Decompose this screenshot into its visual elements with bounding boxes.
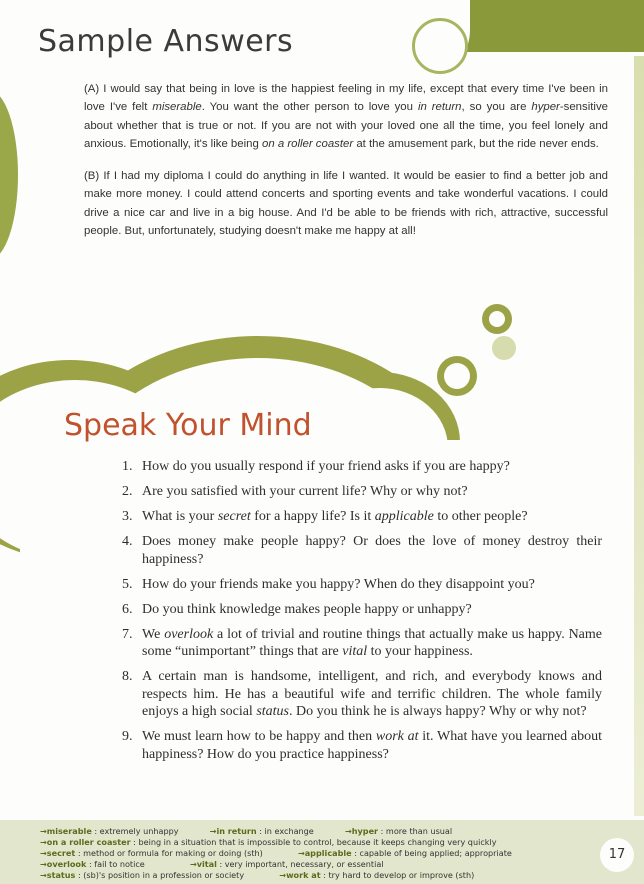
glossary-row	[40, 837, 497, 847]
glossary-term: →applicable	[297, 848, 352, 858]
glossary-term: →vital	[189, 859, 217, 869]
question-text-part: to your happiness.	[367, 644, 473, 659]
answer-a-term-miserable: miserable	[152, 101, 202, 114]
glossary-row	[40, 848, 512, 858]
answer-a-term-hyper: hyper	[531, 101, 560, 114]
question-text: How do your friends make you happy? When do they disappoint you?	[142, 576, 535, 592]
speak-your-mind-title: Speak Your Mind	[64, 408, 312, 443]
answer-b-text: If I had my diploma I could do anything in life I wanted. It would be easier to find a better job and make more money. I could attend concerts and sporting events and take wonderful vacations. I could drive a nice car and live in a big house. And I'd be able to be friends with rich, attractive, successful people. But, unfortunately, studying doesn't make me happy at all!	[84, 170, 608, 238]
bubble-decoration	[489, 311, 505, 327]
question-item	[122, 576, 602, 594]
answer-b	[84, 167, 608, 240]
question-number: 6.	[122, 601, 133, 617]
glossary-definition: : fail to notice	[86, 859, 145, 869]
glossary-term: →miserable	[40, 826, 92, 836]
page-number: 17	[600, 838, 634, 872]
answer-a-term-roller-coaster: on a roller coaster	[261, 137, 354, 150]
glossary-term: →on a roller coaster	[40, 837, 131, 847]
question-text: Do you think knowledge makes people happy or unhappy?	[142, 601, 472, 617]
question-item	[122, 533, 602, 568]
question-number: 2.	[122, 484, 133, 499]
question-text-part: We	[142, 626, 165, 642]
question-term: status	[256, 704, 289, 719]
bubble-decoration	[492, 336, 516, 360]
left-swoosh-decoration	[0, 90, 18, 260]
question-text-part: . Do you think he is always happy? Why or why not?	[289, 704, 587, 719]
question-text: How do you usually respond if your friend asks if you are happy?	[142, 459, 510, 474]
question-text-part: it. What have you learned about happiness? How do you practice happiness?	[142, 729, 602, 762]
glossary-row	[40, 859, 384, 869]
glossary-term: →overlook	[40, 859, 87, 869]
glossary-definition: : very important, necessary, or essential	[216, 859, 384, 869]
glossary-definition: : try hard to develop or improve (sth)	[320, 870, 475, 880]
glossary-definition: : (sb)'s position in a profession or society	[75, 870, 245, 880]
question-item	[122, 668, 602, 721]
glossary-definition: : extremely unhappy	[91, 826, 179, 836]
question-term: applicable	[374, 509, 434, 524]
question-text-part: What is your	[142, 509, 218, 524]
question-item	[122, 601, 602, 619]
question-text-part: A certain man is handsome, intelligent, and rich, and everybody knows and respects him. He has a beautiful wife and terrific children. The whole family enjoys a high social	[142, 669, 602, 719]
question-item	[122, 728, 602, 763]
question-number: 8.	[122, 669, 133, 684]
question-term: secret	[217, 509, 251, 524]
answer-a-text-5: at the amusement park, but the ride never ends.	[353, 137, 599, 150]
right-edge-decoration	[634, 56, 644, 816]
bubble-decoration	[444, 363, 470, 389]
question-term: work at	[375, 729, 419, 744]
answer-a-text-4: -sensitive about whether that is true or not. If you are not with your loved one all the time, you feel lonely and anxious. Emotionally, it's like being	[84, 101, 608, 150]
glossary-term: →hyper	[344, 826, 379, 836]
answer-a-label: (A)	[84, 83, 100, 95]
question-item	[122, 483, 602, 501]
question-number: 3.	[122, 509, 133, 524]
question-number: 9.	[122, 729, 133, 744]
question-item	[122, 458, 602, 476]
question-text-part: for a happy life? Is it	[250, 509, 375, 524]
answer-a-text-2: . You want the other person to love you	[201, 101, 418, 114]
glossary-term: →in return	[209, 826, 257, 836]
question-text: Are you satisfied with your current life? Why or why not?	[142, 484, 468, 499]
glossary-term: →work at	[279, 870, 321, 880]
question-item	[122, 508, 602, 526]
glossary-term: →status	[40, 870, 76, 880]
glossary-footer	[0, 820, 644, 884]
question-number: 4.	[122, 534, 133, 549]
question-text-part: a lot of trivial and routine things that actually make us happy. Name some “unimportant” things that are	[142, 626, 602, 659]
question-number: 5.	[122, 576, 133, 592]
question-term: vital	[342, 644, 368, 659]
glossary-definition: : more than usual	[378, 826, 453, 836]
sample-answers-section	[84, 80, 608, 254]
answer-a-text-1: I would say that being in love is the happiest feeling in my life, except that every time I've been in love I've felt	[84, 83, 608, 114]
question-number: 7.	[122, 626, 133, 642]
question-text: Does money make people happy? Or does the love of money destroy their happiness?	[142, 534, 602, 567]
question-list	[122, 458, 602, 771]
glossary-definition: : capable of being applied; appropriate	[351, 848, 512, 858]
glossary-term: →secret	[40, 848, 76, 858]
sample-answers-title: Sample Answers	[38, 24, 294, 59]
question-item	[122, 626, 602, 661]
answer-b-label: (B)	[84, 170, 100, 183]
glossary-definition: : in exchange	[256, 826, 314, 836]
question-term: overlook	[164, 626, 214, 642]
header-bubble-ring-decoration	[412, 18, 468, 74]
answer-a	[84, 80, 608, 153]
glossary-definition: : being in a situation that is impossible to control, because it keeps changing very quickly	[130, 837, 497, 847]
question-text-part: to other people?	[433, 509, 528, 524]
glossary-row	[40, 870, 474, 880]
question-text-part: We must learn how to be happy and then	[142, 729, 376, 744]
glossary-row	[40, 826, 452, 836]
glossary-definition: : method or formula for making or doing (sth)	[75, 848, 263, 858]
answer-a-term-in-return: in return	[417, 101, 462, 114]
question-number: 1.	[122, 459, 133, 474]
answer-a-text-3: , so you are	[461, 101, 532, 114]
